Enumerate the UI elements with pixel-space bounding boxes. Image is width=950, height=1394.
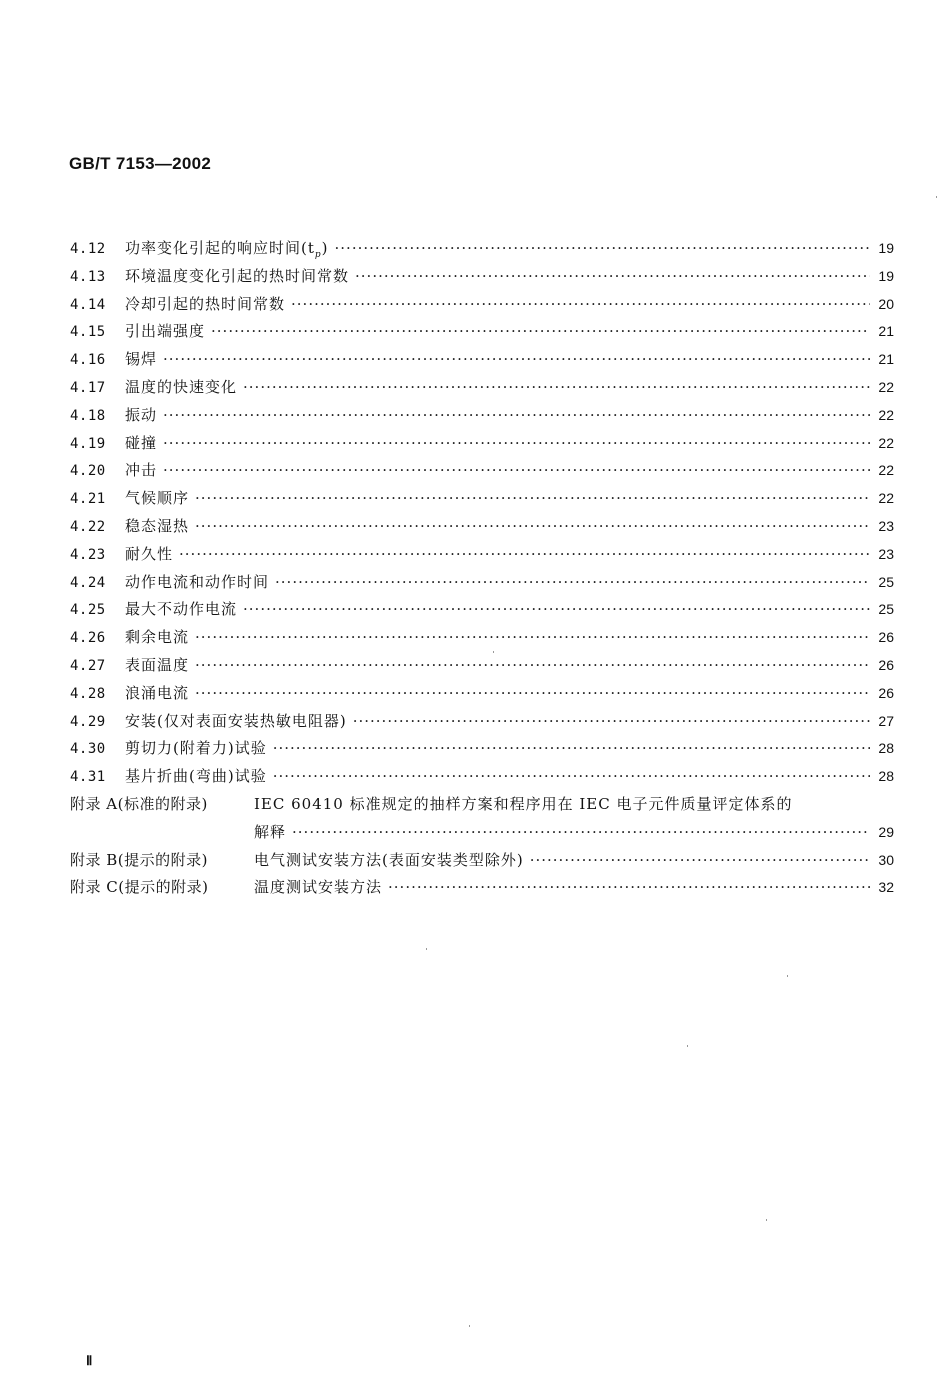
- toc-entry[interactable]: [70, 376, 894, 404]
- appendix-title: IEC 60410 标准规定的抽样方案和程序用在 IEC 电子元件质量评定体系的: [254, 794, 793, 813]
- toc-entry[interactable]: [70, 487, 894, 515]
- entry-title-text: 振动: [125, 405, 158, 424]
- entry-title-subscript: p: [314, 250, 322, 260]
- toc-entry[interactable]: [70, 626, 894, 654]
- toc-appendix-a-cont[interactable]: [70, 821, 894, 849]
- entry-title: [125, 320, 205, 341]
- toc-entry[interactable]: [70, 682, 894, 710]
- scan-speck: [787, 975, 788, 977]
- entry-title-text: 基片折曲(弯曲)试验: [125, 767, 267, 786]
- toc-entry[interactable]: [70, 515, 894, 543]
- toc-entry[interactable]: [70, 459, 894, 487]
- entry-title-text: 功率变化引起的响应时间(t: [125, 239, 315, 257]
- page-number: 28: [878, 740, 894, 757]
- dot-leader: [163, 350, 870, 368]
- entry-title: [125, 765, 267, 786]
- page-number: 28: [878, 768, 894, 785]
- dot-leader: [275, 573, 870, 591]
- entry-title-text: 稳态湿热: [125, 516, 190, 535]
- entry-title: [125, 737, 267, 758]
- toc-entry[interactable]: [70, 265, 894, 293]
- toc-entries: [70, 237, 894, 793]
- page-number: 32: [878, 879, 894, 896]
- dot-leader: [353, 712, 870, 730]
- toc-entry[interactable]: [70, 320, 894, 348]
- dot-leader: [273, 739, 870, 757]
- entry-title-text: 引出端强度: [125, 322, 206, 341]
- page-number: 20: [878, 295, 894, 312]
- page-number: 22: [878, 462, 894, 479]
- page-number: 22: [878, 378, 894, 395]
- entry-number: 4.21: [70, 491, 106, 508]
- entry-title-text: 最大不动作电流: [125, 600, 238, 619]
- scan-speck: [493, 651, 494, 653]
- page-number: 19: [878, 240, 894, 256]
- toc-entry[interactable]: [70, 765, 894, 793]
- dot-leader: [163, 461, 870, 479]
- entry-title: [125, 237, 329, 260]
- page-footer-mark: Ⅱ: [86, 1353, 93, 1368]
- dot-leader: [195, 628, 870, 646]
- page-number: 19: [878, 267, 894, 284]
- entry-title: [125, 459, 157, 480]
- entry-title-text: 冷却引起的热时间常数: [125, 294, 286, 313]
- toc-entry[interactable]: [70, 404, 894, 432]
- entry-title-text: 气候顺序: [125, 489, 190, 508]
- page-number: 30: [878, 851, 894, 868]
- scan-speck: [766, 1219, 767, 1221]
- entry-number: 4.31: [70, 769, 106, 786]
- entry-number: 4.18: [70, 407, 106, 424]
- dot-leader: [273, 767, 870, 785]
- entry-number: 4.28: [70, 685, 106, 702]
- entry-title-text: 环境温度变化引起的热时间常数: [125, 266, 350, 285]
- table-of-contents: [70, 237, 894, 904]
- page-number: 25: [878, 601, 894, 618]
- dot-leader: [243, 378, 870, 396]
- entry-title-text: 锡焊: [125, 350, 158, 369]
- dot-leader: [335, 239, 870, 257]
- page-number: 23: [878, 545, 894, 562]
- entry-title-text: 温度的快速变化: [125, 377, 238, 396]
- entry-title-text: 耐久性: [125, 544, 174, 563]
- entry-title-text: 表面温度: [125, 655, 190, 674]
- toc-appendix-b[interactable]: [70, 849, 894, 877]
- entry-number: 4.15: [70, 324, 106, 341]
- page-number: 21: [878, 351, 894, 368]
- entry-number: 4.24: [70, 574, 106, 591]
- toc-entry[interactable]: [70, 598, 894, 626]
- entry-number: 4.14: [70, 296, 106, 313]
- scan-speck: [936, 196, 937, 198]
- dot-leader: [211, 322, 870, 340]
- dot-leader: [179, 545, 870, 563]
- entry-title: [125, 682, 189, 703]
- entry-number: 4.13: [70, 268, 106, 285]
- toc-appendix-a[interactable]: [70, 793, 894, 821]
- entry-number: 4.20: [70, 463, 106, 480]
- entry-title: [125, 598, 237, 619]
- entry-number: 4.17: [70, 379, 106, 396]
- page-number: 25: [878, 573, 894, 590]
- scan-speck: [426, 948, 427, 950]
- entry-number: 4.27: [70, 657, 106, 674]
- dot-leader: [163, 434, 870, 452]
- dot-leader: [292, 823, 870, 841]
- entry-number: 4.23: [70, 546, 106, 563]
- entry-title: [125, 515, 189, 536]
- toc-entry[interactable]: [70, 348, 894, 376]
- entry-number: 4.25: [70, 602, 106, 619]
- page-number: 26: [878, 629, 894, 646]
- dot-leader: [195, 656, 870, 674]
- entry-title: [125, 626, 189, 647]
- entry-title-text: 安装(仅对表面安装热敏电阻器): [125, 711, 347, 730]
- toc-entry[interactable]: [70, 293, 894, 321]
- appendix-title-cont: 解释: [254, 822, 287, 841]
- appendix-label: 附录 B(提示的附录): [70, 850, 208, 869]
- entry-title: [125, 348, 157, 369]
- appendix-label: 附录 C(提示的附录): [70, 878, 209, 897]
- entry-number: 4.30: [70, 741, 106, 758]
- entry-title: [125, 487, 189, 508]
- entry-title-text: 浪涌电流: [125, 683, 190, 702]
- entry-title-text: 动作电流和动作时间: [125, 572, 270, 591]
- dot-leader: [195, 684, 870, 702]
- toc-entry[interactable]: [70, 237, 894, 265]
- page-number: 23: [878, 517, 894, 534]
- dot-leader: [388, 878, 870, 896]
- dot-leader: [195, 517, 870, 535]
- entry-number: 4.29: [70, 713, 106, 730]
- entry-number: 4.22: [70, 518, 106, 535]
- entry-title: [125, 432, 157, 453]
- entry-number: 4.26: [70, 630, 106, 647]
- scan-speck: [469, 1325, 470, 1327]
- toc-entry[interactable]: [70, 654, 894, 682]
- dot-leader: [291, 295, 870, 313]
- entry-number: 4.19: [70, 435, 106, 452]
- toc-entry[interactable]: [70, 737, 894, 765]
- entry-title: [125, 571, 269, 592]
- entry-title: [125, 543, 173, 564]
- entry-number: 4.12: [70, 241, 106, 257]
- toc-entry[interactable]: [70, 543, 894, 571]
- page-number: 22: [878, 490, 894, 507]
- entry-number: 4.16: [70, 352, 106, 369]
- toc-entry[interactable]: [70, 571, 894, 599]
- entry-title: [125, 265, 349, 286]
- entry-title-text: 剩余电流: [125, 628, 190, 647]
- standard-code: GB/T 7153—2002: [69, 154, 212, 173]
- page-number: 26: [878, 684, 894, 701]
- entry-title: [125, 404, 157, 425]
- entry-title: [125, 710, 347, 731]
- entry-title: [125, 376, 237, 397]
- page-number: 22: [878, 406, 894, 423]
- entry-title: [125, 293, 285, 314]
- entry-title-end: ): [321, 239, 329, 257]
- toc-appendix-c[interactable]: [70, 876, 894, 904]
- appendix-title: 温度测试安装方法: [254, 878, 383, 897]
- page-number: 26: [878, 656, 894, 673]
- appendix-label: 附录 A(标准的附录): [70, 794, 208, 813]
- scan-speck: [687, 1045, 688, 1047]
- entry-title: [125, 654, 189, 675]
- dot-leader: [243, 600, 870, 618]
- page-number: 27: [878, 712, 894, 729]
- dot-leader: [163, 406, 870, 424]
- dot-leader: [530, 851, 870, 869]
- appendix-title: 电气测试安装方法(表面安装类型除外): [254, 850, 524, 869]
- page-number: 29: [878, 823, 894, 840]
- page-number: 22: [878, 434, 894, 451]
- dot-leader: [195, 489, 870, 507]
- page-number: 21: [878, 323, 894, 340]
- entry-title-text: 剪切力(附着力)试验: [125, 739, 267, 758]
- dot-leader: [355, 267, 870, 285]
- entry-title-text: 碰撞: [125, 433, 158, 452]
- toc-entry[interactable]: [70, 710, 894, 738]
- toc-entry[interactable]: [70, 432, 894, 460]
- entry-title-text: 冲击: [125, 461, 158, 480]
